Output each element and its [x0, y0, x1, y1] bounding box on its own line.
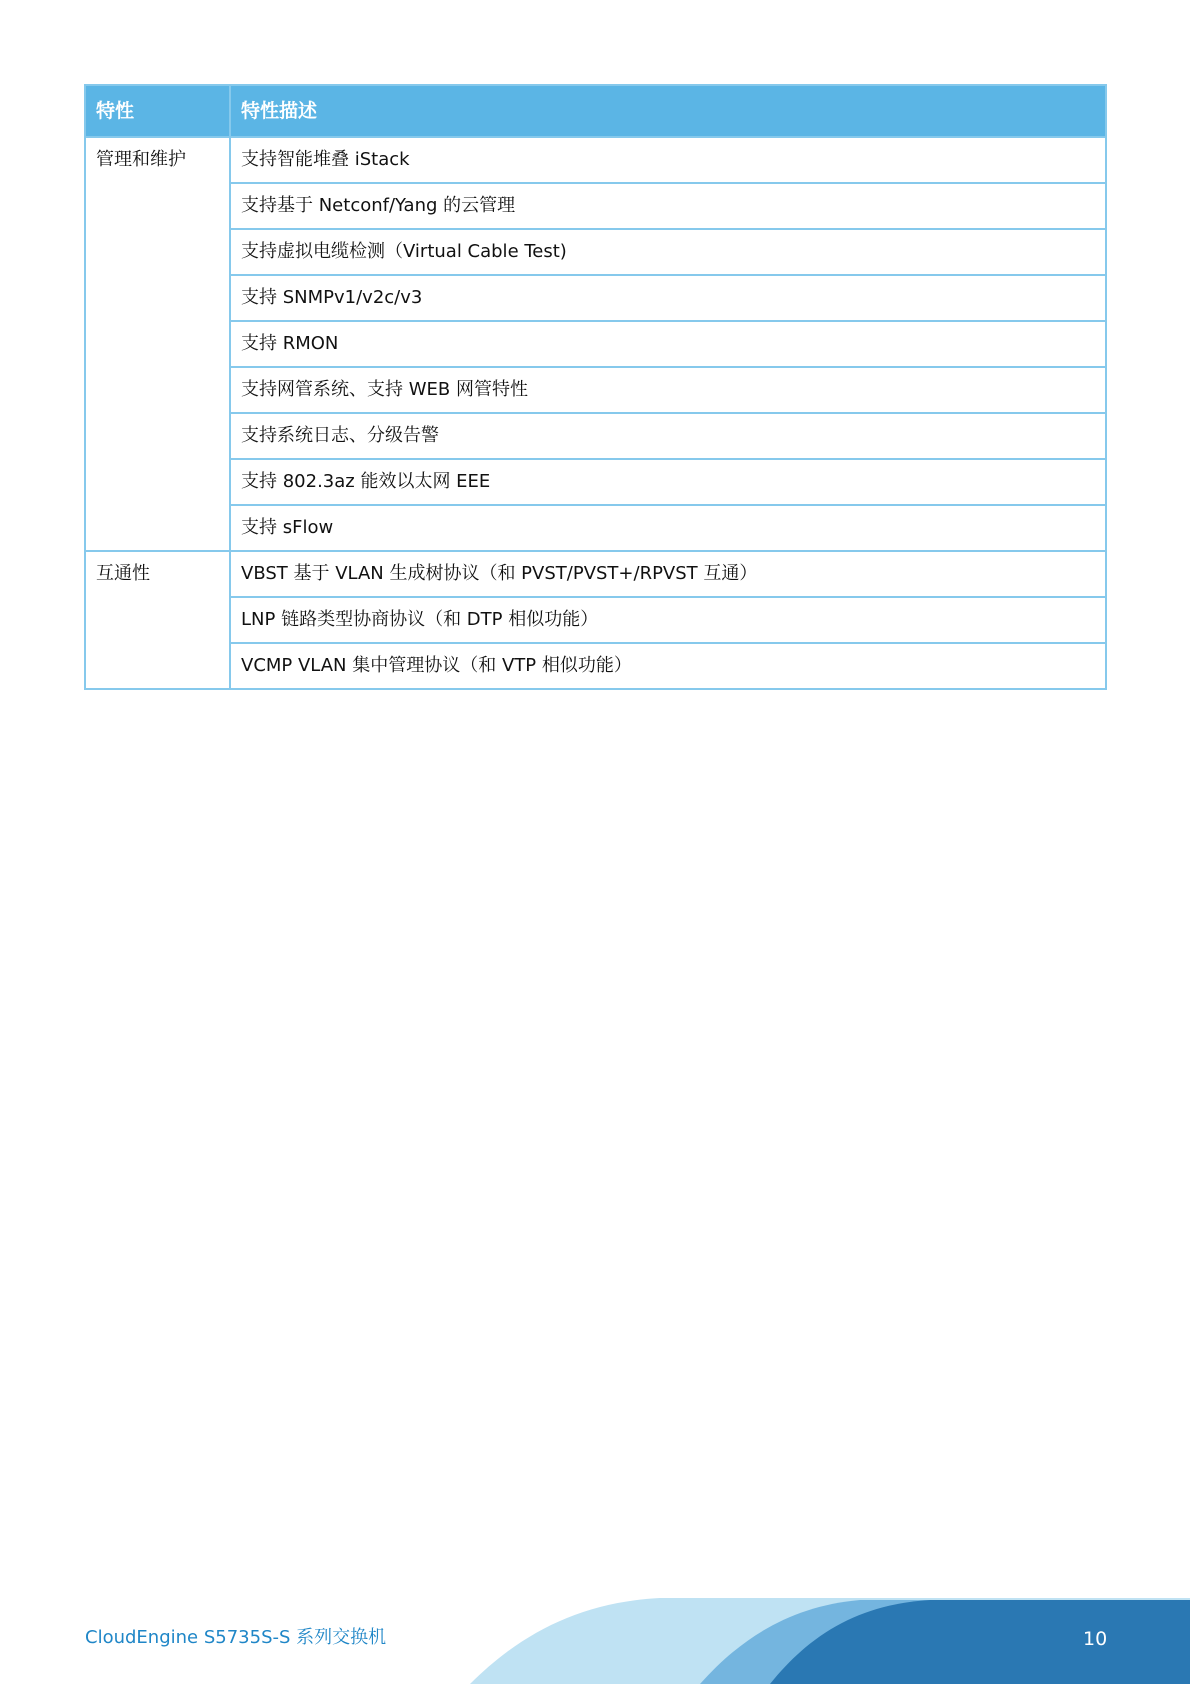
table-row: [85, 459, 1106, 505]
table-row: [85, 413, 1106, 459]
category-cell: 管理和维护: [85, 137, 230, 551]
table-row: [85, 643, 1106, 689]
description-cell: 支持 sFlow: [230, 505, 1106, 551]
table-row: [85, 275, 1106, 321]
description-cell: 支持虚拟电缆检测（Virtual Cable Test): [230, 229, 1106, 275]
description-cell: VCMP VLAN 集中管理协议（和 VTP 相似功能）: [230, 643, 1106, 689]
table-row: [85, 505, 1106, 551]
description-cell: 支持 RMON: [230, 321, 1106, 367]
page-number: 10: [1083, 1628, 1108, 1650]
header-feature-description: 特性描述: [230, 85, 1106, 137]
description-cell: 支持基于 Netconf/Yang 的云管理: [230, 183, 1106, 229]
table-row: [85, 137, 1106, 183]
table-row: [85, 229, 1106, 275]
table-row: [85, 551, 1106, 597]
description-cell: 支持网管系统、支持 WEB 网管特性: [230, 367, 1106, 413]
description-cell: 支持 802.3az 能效以太网 EEE: [230, 459, 1106, 505]
spec-table: [84, 84, 1107, 690]
table-row: [85, 367, 1106, 413]
description-cell: 支持智能堆叠 iStack: [230, 137, 1106, 183]
header-feature: 特性: [85, 85, 230, 137]
description-cell: VBST 基于 VLAN 生成树协议（和 PVST/PVST+/RPVST 互通）: [230, 551, 1106, 597]
category-cell: 互通性: [85, 551, 230, 689]
table-row: [85, 183, 1106, 229]
description-cell: LNP 链路类型协商协议（和 DTP 相似功能）: [230, 597, 1106, 643]
footer-document-title: CloudEngine S5735S-S 系列交换机: [85, 1627, 387, 1648]
description-cell: 支持系统日志、分级告警: [230, 413, 1106, 459]
table-row: [85, 321, 1106, 367]
table-header-row: [85, 85, 1106, 137]
table-row: [85, 597, 1106, 643]
description-cell: 支持 SNMPv1/v2c/v3: [230, 275, 1106, 321]
